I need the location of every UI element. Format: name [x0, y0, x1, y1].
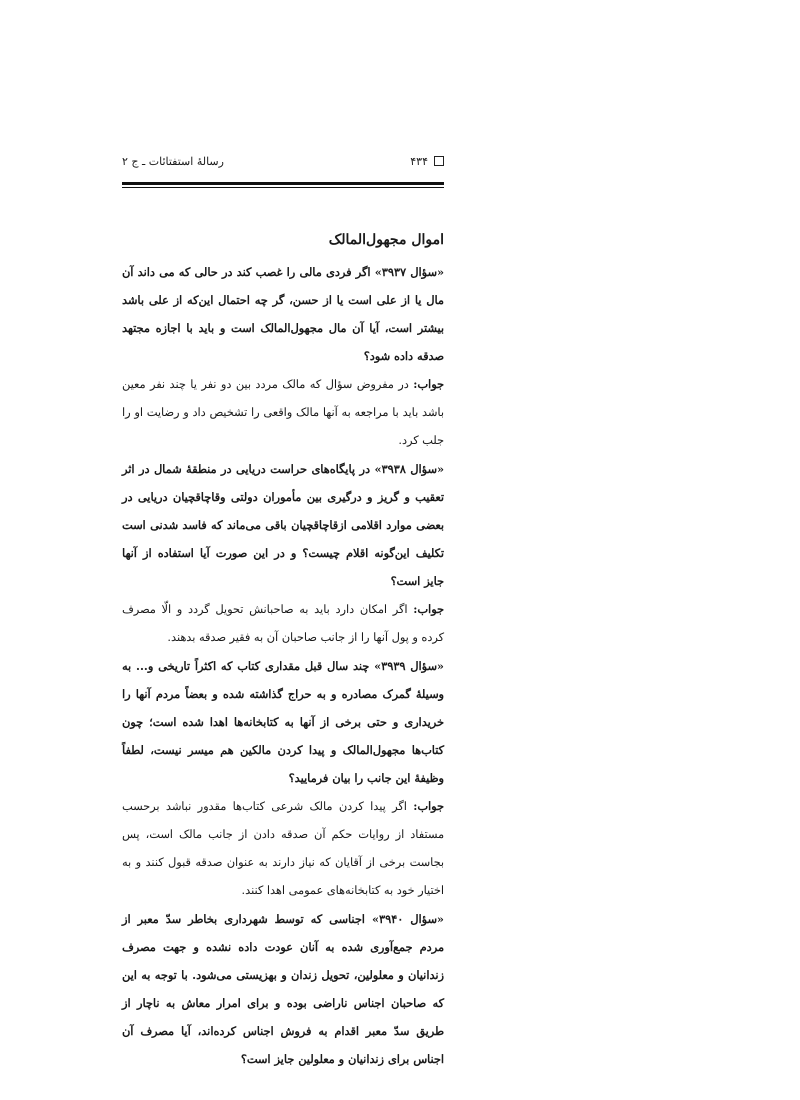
answer-paragraph [122, 595, 444, 652]
question-paragraph [122, 455, 444, 595]
question-text: چند سال قبل مقداری کتاب که اکثراً تاریخی و... به وسیلهٔ گمرک مصادره و به حراج گذاشته شده و بعضاً مردم آنها را خریداری و حتی برخی از آنها به کتابخانه‌ها اهدا شده است؛ چون کتاب‌ها مجهول‌المالک و پیدا کردن مالکین هم میسر نیست، لطفاً وظیفهٔ این جانب را بیان فرمایید؟ [122, 659, 444, 785]
answer-text: اگر پیدا کردن مالک شرعی کتاب‌ها مقدور نباشد برحسب مستفاد از روایات حکم آن صدقه دادن از جانب مالک است، پس بجاست برخی از آقایان که نیاز دارند به عنوان صدقه قبول کنند و به اختیار خود به کتابخانه‌های عمومی اهدا کنند. [122, 800, 444, 897]
question-text: اگر فردی مالی را غصب کند در حالی که می داند آن مال یا از علی است یا از حسن، گر چه احتمال این‌که از علی باشد بیشتر است، آیا آن مال مجهول‌المالک است و باید با اجازه مجتهد صدقه داده شود؟ [122, 265, 444, 363]
header-rule-thin [122, 187, 444, 188]
answer-text: اگر امکان دارد باید به صاحبانش تحویل گردد و الّا مصرف کرده و پول آنها را از جانب صاحبان آن به فقیر صدقه بدهند. [122, 603, 444, 644]
page-number: ۴۳۴ [410, 154, 428, 168]
question-paragraph [122, 258, 444, 370]
document-page [122, 150, 444, 1073]
question-paragraph [122, 652, 444, 792]
question-label: «سؤال ۳۹۳۸» [374, 462, 445, 476]
question-paragraph [122, 905, 444, 1073]
question-text: در پایگاه‌های حراست دریایی در منطقهٔ شمال در اثر تعقیب و گریز و درگیری بین مأموران دولتی وقاچاقچیان دریایی در بعضی موارد اقلامی ازقاچاقچیان باقی می‌ماند که فاسد شدنی است تکلیف این‌گونه اقلام چیست؟ و در این صورت آیا استفاده از آنها جایز است؟ [122, 462, 444, 588]
question-label: «سؤال ۳۹۳۷» [374, 265, 445, 279]
answer-paragraph [122, 370, 444, 455]
question-label: «سؤال ۳۹۴۰» [371, 912, 444, 926]
answer-label: جواب: [413, 602, 445, 616]
answer-paragraph [122, 792, 444, 905]
running-book-title: رسالهٔ استفتائات ـ ج ۲ [122, 154, 224, 168]
square-bullet-icon [434, 156, 444, 166]
section-title: اموال مجهول‌المالک [328, 232, 444, 248]
question-label: «سؤال ۳۹۳۹» [374, 659, 444, 673]
question-text: اجناسی که توسط شهرداری بخاطر سدّ معبر از مردم جمع‌آوری شده به آنان عودت داده نشده و جهت مصرف زندانیان و معلولین، تحویل زندان و بهزیستی می‌شود. با توجه به این که صاحبان اجناس ناراضی بوده و برای امرار معاش به ناچار از طریق سدّ معبر اقدام به فروش اجناس کرده‌اند، آیا مصرف آن اجناس برای زندانیان و معلولین جایز است؟ [122, 912, 444, 1066]
header-rule-thick [122, 182, 444, 185]
answer-label: جواب: [413, 377, 445, 391]
answer-label: جواب: [413, 799, 444, 813]
page-header [122, 150, 444, 172]
answer-text: در مفروض سؤال که مالک مردد بین دو نفر یا چند نفر معین باشد باید با مراجعه به آنها مالک واقعی را تشخیص داد و رضایت او را جلب کرد. [122, 378, 444, 447]
header-page-number-group [410, 155, 444, 168]
